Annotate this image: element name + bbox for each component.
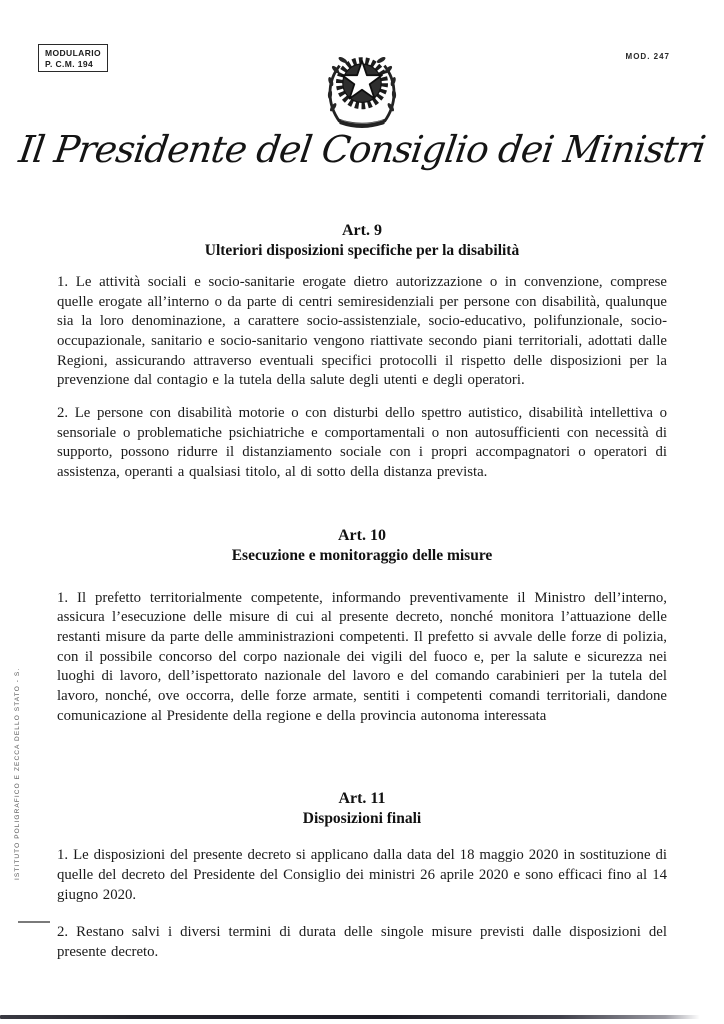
document-body <box>57 212 667 963</box>
printer-imprint: ISTITUTO POLIGRAFICO E ZECCA DELLO STATO - S. <box>14 667 21 880</box>
modulario-line1: MODULARIO <box>45 48 102 58</box>
article-9-section <box>57 222 667 483</box>
article-10-section <box>57 527 667 727</box>
article-9-title: Ulteriori disposizioni specifiche per la disabilità <box>204 242 520 259</box>
article-10-paragraph-1: 1. Il prefetto territorialmente competente, informando preventivamente il Ministro dell’interno, assicura l’esecuzione delle misure di cui al presente decreto, nonché monitora l’attuazione delle restanti misure da parte delle amministrazioni competenti. Il prefetto si avvale delle forze di polizia, con il possibile concorso del corpo nazionale dei vigili del fuoco e, per la salute e sicurezza nei luoghi di lavoro, dell’ispettorato nazionale del lavoro e del comando carabinieri per la tutela del lavoro, nonché, ove occorra, delle forze armate, sentiti i competenti comandi territoriali, dandone comunicazione al Presidente della regione e della provincia autonoma interessata <box>57 589 667 724</box>
article-9-number: Art. 9 <box>342 222 382 239</box>
article-11-paragraph-1: 1. Le disposizioni del presente decreto si applicano dalla data del 18 maggio 2020 in sostituzione di quelle del decreto del Presidente del Consiglio dei ministri 26 aprile 2020 e sono efficaci fino al 14 giugno 2020. <box>57 847 667 903</box>
bottom-scan-line <box>0 1015 700 1019</box>
modulario-line2: P. C.M. 194 <box>45 58 94 69</box>
article-10-title: Esecuzione e monitoraggio delle misure <box>231 546 493 564</box>
article-9-paragraph-2: 2. Le persone con disabilità motorie o con disturbi dello spettro autistico, disabilità intellettiva o sensoriale o problematiche psichiatriche e comportamentali o non autosufficienti con necessità di supporto, possono ridurre il distanziamento sociale con i propri accompagnatori o operatori di assistenza, operanti a qualsiasi titolo, al di sotto della distanza prevista. <box>57 405 667 481</box>
mod-number: MOD. 247 <box>625 52 670 61</box>
article-11-section <box>57 790 667 962</box>
article-11-paragraph-2: 2. Restano salvi i diversi termini di durata delle singole misure previsti dalle disposizioni del presente decreto. <box>57 924 667 961</box>
scan-stray-mark <box>18 921 50 923</box>
article-9-paragraph-1: 1. Le attività sociali e socio-sanitarie erogate dietro autorizzazione o in convenzione, comprese quelle erogate all’interno o da parte di centri semiresidenziali per persone con disabilità, qualunque sia la loro denominazione, a carattere socio-assistenziale, socio-educativo, polifunzionale, socio-occupazionale, sanitario e socio-sanitario vengono riattivate secondo piani territoriali, adottati dalle Regioni, assicurando attraverso eventuali specifici protocolli il rispetto delle disposizioni per la prevenzione dal contagio e la tutela della salute degli utenti e degli operatori. <box>57 274 667 389</box>
article-11-title: Disposizioni finali <box>302 810 422 828</box>
letterhead-title: Il Presidente del Consiglio dei Ministri <box>16 128 708 171</box>
modulario-box <box>38 44 108 72</box>
article-10-number: Art. 10 <box>338 526 386 544</box>
article-11-number: Art. 11 <box>338 790 386 808</box>
